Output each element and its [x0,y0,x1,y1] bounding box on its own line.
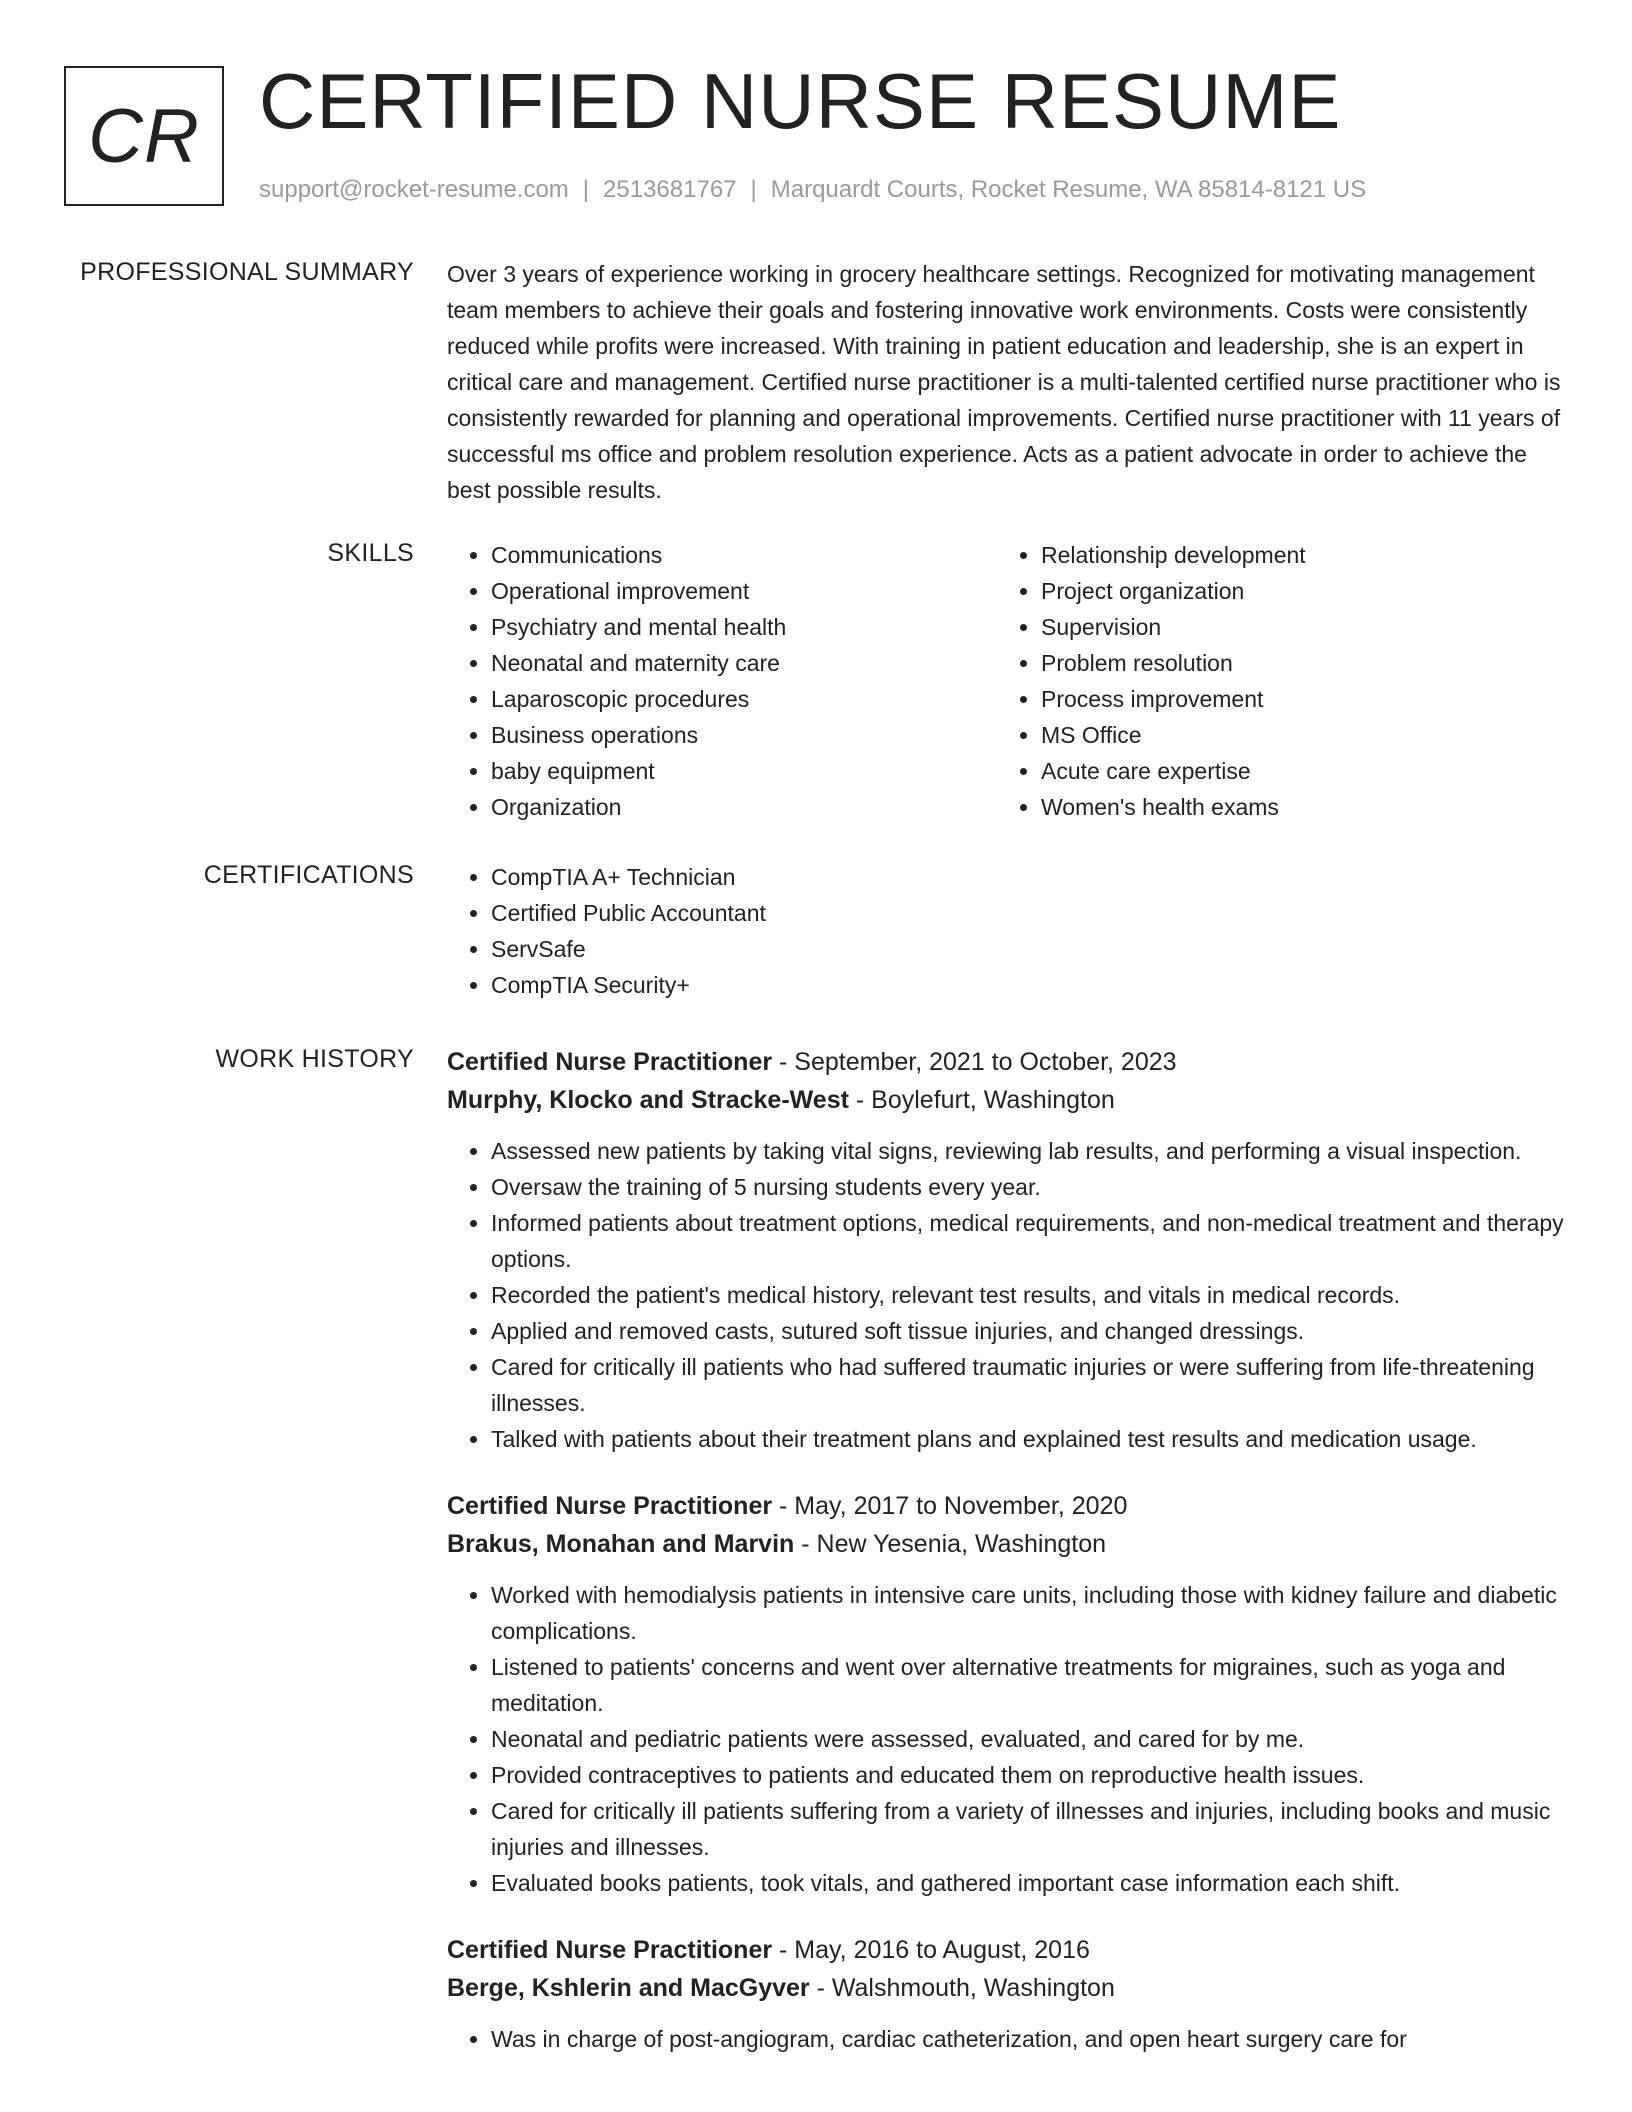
job-dates: - May, 2016 to August, 2016 [772,1936,1090,1964]
certification-item: • ServSafe [491,931,1567,967]
certifications-heading: CERTIFICATIONS [203,861,414,889]
contact-separator: | [582,176,590,203]
skill-item: • Psychiatry and mental health [491,609,997,645]
job-title: Certified Nurse Practitioner [447,1048,773,1076]
job-duty-item: • Assessed new patients by taking vital signs, reviewing lab results, and performing a visual inspection. [491,1133,1567,1169]
skill-item: • Project organization [1041,573,1547,609]
job-company-line [447,1969,1567,2007]
monogram-initials: CR [88,93,200,179]
contact-phone: 2513681767 [603,176,737,203]
job-title-line [447,1487,1567,1525]
job-entry [447,1931,1567,2057]
skills-column-left [447,537,997,825]
skill-item: • Business operations [491,717,997,753]
contact-line [259,176,1366,204]
job-duties-list [447,2021,1567,2057]
job-title: Certified Nurse Practitioner [447,1492,773,1520]
job-company-line [447,1525,1567,1563]
skill-item: • Laparoscopic procedures [491,681,997,717]
skill-item: • Communications [491,537,997,573]
summary-body [447,256,1567,508]
job-duty-item: • Was in charge of post-angiogram, cardiac catheterization, and open heart surgery care for [491,2021,1567,2057]
job-dates: - May, 2017 to November, 2020 [772,1492,1128,1520]
skills-grid [447,537,1567,825]
job-duty-item: • Provided contraceptives to patients and educated them on reproductive health issues. [491,1757,1567,1793]
skill-item: • Acute care expertise [1041,753,1547,789]
job-duty-item: • Cared for critically ill patients suffering from a variety of illnesses and injuries, including books and music injuries and illnesses. [491,1793,1567,1865]
job-title-line [447,1043,1567,1081]
skill-item: • MS Office [1041,717,1547,753]
resume-title: CERTIFIED NURSE RESUME [259,57,1342,145]
monogram-box [64,66,224,206]
skill-item: • Relationship development [1041,537,1547,573]
skill-item: • Organization [491,789,997,825]
job-duty-item: • Applied and removed casts, sutured soft tissue injuries, and changed dressings. [491,1313,1567,1349]
job-duty-item: • Oversaw the training of 5 nursing students every year. [491,1169,1567,1205]
job-company: Brakus, Monahan and Marvin [447,1530,795,1558]
job-duty-item: • Evaluated books patients, took vitals, and gathered important case information each shift. [491,1865,1567,1901]
job-duty-item: • Recorded the patient's medical history, relevant test results, and vitals in medical records. [491,1277,1567,1313]
certification-item: • Certified Public Accountant [491,895,1567,931]
job-duty-item: • Worked with hemodialysis patients in intensive care units, including those with kidney failure and diabetic complications. [491,1577,1567,1649]
skill-item: • Problem resolution [1041,645,1547,681]
skill-item: • Women's health exams [1041,789,1547,825]
job-duty-item: • Informed patients about treatment options, medical requirements, and non-medical treatment and therapy options. [491,1205,1567,1277]
skills-list-left [447,537,997,825]
job-duties-list [447,1133,1567,1457]
job-duty-item: • Talked with patients about their treatment plans and explained test results and medication usage. [491,1421,1567,1457]
work-body [447,1043,1567,2087]
skill-item: • baby equipment [491,753,997,789]
job-title-line [447,1931,1567,1969]
job-entry [447,1487,1567,1901]
skill-item: • Operational improvement [491,573,997,609]
job-duty-item: • Neonatal and pediatric patients were assessed, evaluated, and cared for by me. [491,1721,1567,1757]
work-heading: WORK HISTORY [215,1045,414,1073]
job-duties-list [447,1577,1567,1901]
skills-list-right [997,537,1547,825]
skills-column-right [997,537,1547,825]
skills-heading: SKILLS [327,539,414,567]
job-company: Berge, Kshlerin and MacGyver [447,1974,810,2002]
job-company-line [447,1081,1567,1119]
summary-text: Over 3 years of experience working in grocery healthcare settings. Recognized for motivating management team members to achieve their goals and fostering innovative work environments. Costs were consistently reduced while profits were increased. With training in patient education and leadership, she is an expert in critical care and management. Certified nurse practitioner is a multi-talented certified nurse practitioner who is consistently rewarded for planning and operational improvements. Certified nurse practitioner with 11 years of successful ms office and problem resolution experience. Acts as a patient advocate in order to achieve the best possible results. [447,261,1561,503]
summary-heading: PROFESSIONAL SUMMARY [80,258,414,286]
job-company: Murphy, Klocko and Stracke-West [447,1086,849,1114]
job-title: Certified Nurse Practitioner [447,1936,773,1964]
certification-item: • CompTIA Security+ [491,967,1567,1003]
job-duty-item: • Listened to patients' concerns and went over alternative treatments for migraines, such as yoga and meditation. [491,1649,1567,1721]
job-duty-item: • Cared for critically ill patients who had suffered traumatic injuries or were suffering from life-threatening illnesses. [491,1349,1567,1421]
job-location: - New Yesenia, Washington [794,1530,1107,1558]
job-location: - Boylefurt, Washington [848,1086,1115,1114]
skills-body [447,537,1567,825]
certification-item: • CompTIA A+ Technician [491,859,1567,895]
job-dates: - September, 2021 to October, 2023 [772,1048,1177,1076]
contact-address: Marquardt Courts, Rocket Resume, WA 85814-8121 US [770,176,1367,203]
skill-item: • Neonatal and maternity care [491,645,997,681]
skill-item: • Supervision [1041,609,1547,645]
skill-item: • Process improvement [1041,681,1547,717]
job-entry [447,1043,1567,1457]
job-location: - Walshmouth, Washington [809,1974,1115,2002]
certifications-body [447,859,1567,1003]
contact-separator: | [750,176,757,203]
contact-email: support@rocket-resume.com [259,176,569,203]
certifications-list [447,859,1567,1003]
